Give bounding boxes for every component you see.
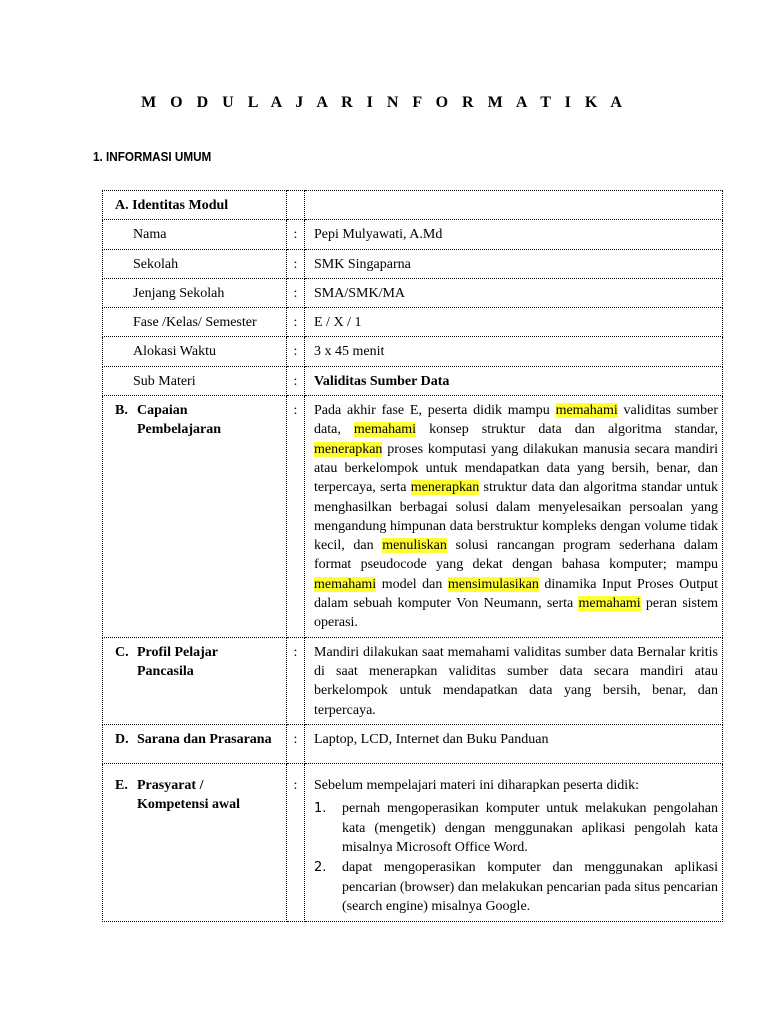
colon: : xyxy=(293,344,298,360)
prasyarat-label-line2: Kompetensi awal xyxy=(137,797,241,813)
list-text: dapat mengoperasikan komputer dan menggunakan aplikasi pencarian (browser) dan melakukan pencarian pada situs pencarian (search engine) misalnya Google. xyxy=(342,860,718,914)
section-letter: B. xyxy=(115,403,128,419)
list-item xyxy=(314,799,718,857)
row-label: Sub Materi xyxy=(133,373,196,389)
table-row xyxy=(103,366,723,395)
capaian-row xyxy=(103,396,723,638)
table-row xyxy=(103,220,723,249)
section-heading: 1. INFORMASI UMUM xyxy=(93,149,212,164)
row-label: Nama xyxy=(133,227,167,243)
capaian-label-line2: Pembelajaran xyxy=(137,422,221,438)
highlighted-term: menerapkan xyxy=(314,441,383,457)
table-row xyxy=(103,278,723,307)
row-value: 3 x 45 menit xyxy=(314,344,385,360)
capaian-label xyxy=(103,396,286,444)
table-row xyxy=(103,249,723,278)
row-value: Pepi Mulyawati, A.Md xyxy=(314,227,443,243)
capaian-label-line1: Capaian xyxy=(137,403,188,419)
highlighted-term: menuliskan xyxy=(382,538,447,554)
prasyarat-intro: Sebelum mempelajari materi ini diharapkan peserta didik: xyxy=(314,778,640,794)
row-label: Sekolah xyxy=(133,256,179,272)
highlighted-term: mensimulasikan xyxy=(447,576,539,592)
list-number: 1. xyxy=(314,801,327,817)
sarana-label xyxy=(103,725,286,753)
section-letter: C. xyxy=(115,644,129,660)
profil-row xyxy=(103,637,723,724)
highlighted-term: memahami xyxy=(578,596,641,612)
profil-label-line2: Pancasila xyxy=(137,663,194,679)
sarana-label-text: Sarana dan Prasarana xyxy=(137,731,272,747)
row-label: Fase /Kelas/ Semester xyxy=(133,315,257,331)
colon: : xyxy=(293,644,298,660)
profil-text: Mandiri dilakukan saat memahami validitas sumber data Bernalar kritis di saat menerapkan validitas sumber data secara mandiri atau berkelompok untuk mendapatkan data yang bersih, benar, dan terpercaya. xyxy=(314,644,718,718)
profil-label xyxy=(103,638,286,686)
row-value: SMA/SMK/MA xyxy=(314,285,406,301)
colon: : xyxy=(293,403,298,419)
sarana-row xyxy=(103,724,723,763)
prasyarat-list xyxy=(314,799,718,916)
capaian-text: Pada akhir fase E, peserta didik mampu memahami validitas sumber data, memahami konsep struktur data dan algoritma standar, menerapkan proses komputasi yang dilakukan manusia secara mandiri atau berkelompok untuk mendapatkan data yang bersih, benar, dan terpercaya, serta menerapkan struktur data dan algoritma standar untuk menghasilkan berbagai solusi dalam menyelesaikan persoalan yang mengandung himpunan data berstruktur kompleks dengan volume tidak kecil, dan menuliskan solusi rancangan program sederhana dalam format pseudocode yang dekat dengan bahasa komputer; mampu memahami model dan mensimulasikan dinamika Input Proses Output dalam sebuah komputer Von Neumann, serta memahami peran sistem operasi. xyxy=(314,403,719,631)
table-row xyxy=(103,308,723,337)
row-label: Alokasi Waktu xyxy=(133,344,216,360)
prasyarat-row xyxy=(103,764,723,922)
list-number: 2. xyxy=(314,860,327,876)
section-letter: E. xyxy=(115,778,128,794)
list-text: pernah mengoperasikan komputer untuk melakukan pengolahan kata (mengetik) dengan menggunakan aplikasi pengolah kata misalnya Microsoft Office Word. xyxy=(342,801,718,856)
colon: : xyxy=(293,227,298,243)
identitas-heading-row xyxy=(103,191,723,220)
list-item xyxy=(314,858,718,916)
section-letter: D. xyxy=(115,731,129,747)
identitas-heading: A. Identitas Modul xyxy=(115,198,229,213)
row-value: E / X / 1 xyxy=(314,315,362,331)
profil-label-line1: Profil Pelajar xyxy=(137,644,218,660)
row-value: SMK Singaparna xyxy=(314,256,411,272)
colon: : xyxy=(293,778,298,794)
colon: : xyxy=(293,731,298,747)
colon: : xyxy=(293,285,298,301)
table-row xyxy=(103,337,723,366)
colon: : xyxy=(293,373,298,389)
prasyarat-content xyxy=(305,764,722,921)
prasyarat-label-line1: Prasyarat / xyxy=(137,778,204,794)
row-label: Jenjang Sekolah xyxy=(133,285,225,301)
sub-materi-value: Validitas Sumber Data xyxy=(314,373,450,389)
sarana-text: Laptop, LCD, Internet dan Buku Panduan xyxy=(314,731,549,747)
informasi-umum-table xyxy=(102,190,723,922)
highlighted-term: memahami xyxy=(314,576,377,592)
prasyarat-label xyxy=(103,764,286,819)
document-title: M O D U L A J A R I N F O R M A T I K A xyxy=(141,94,627,111)
colon: : xyxy=(293,256,298,272)
highlighted-term: memahami xyxy=(353,422,417,438)
highlighted-term: menerapkan xyxy=(410,480,480,496)
highlighted-term: memahami xyxy=(555,403,618,419)
colon: : xyxy=(293,315,298,331)
